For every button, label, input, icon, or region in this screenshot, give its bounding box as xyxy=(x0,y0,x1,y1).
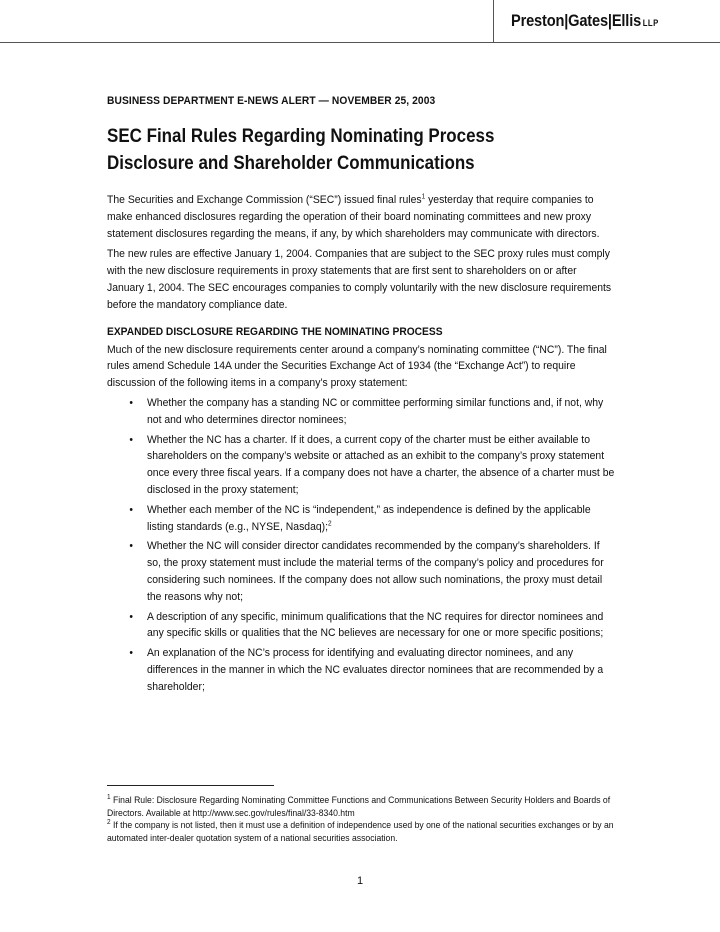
intro-text-end: yesterday that require companies to make enhanced disclosures regarding the operation of their board nominating committees and new proxy statement disclosures regarding the means, if any, by which shareholders may communicate with directors. xyxy=(107,194,600,240)
footnote-marker: 2 xyxy=(107,819,111,827)
list-item-text: A description of any specific, minimum qualifications that the NC requires for director nominees and any specific skills or qualities that the NC believes are necessary for one or more specific positions; xyxy=(146,610,604,640)
list-item xyxy=(107,502,616,536)
alert-kicker: BUSINESS DEPARTMENT E-NEWS ALERT — NOVEMBER 25, 2003 xyxy=(107,95,436,107)
footnote-1 xyxy=(107,794,622,819)
section-intro-paragraph: Much of the new disclosure requirements center around a company’s nominating committee (“NC”). The final rules amend Schedule 14A under the Securities Exchange Act of 1934 (the “Exchange Act”) to require discussion of the following items in a company’s proxy statement: xyxy=(107,343,607,390)
header-rule xyxy=(0,42,720,43)
list-item-text: Whether the NC has a charter. If it does, a current copy of the charter must be either available to shareholders on the company’s website or attached as an exhibit to the company’s proxy statement once every three fiscal years. If a company does not have a charter, the absence of a charter must be disclosed in the proxy statement; xyxy=(146,433,615,496)
footnote-text: If the company is not listed, then it must use a definition of independence used by one of the national securities exchanges or by an automated inter-dealer quotation system of a national securities association. xyxy=(107,819,614,843)
list-item-text: Whether the company has a standing NC or committee performing similar functions and, if not, why not and who determines director nominees; xyxy=(146,396,604,426)
list-item-text: Whether the NC will consider director candidates recommended by the company’s shareholders. If so, the proxy statement must include the material terms of the company’s policy and procedures for considering such nominees. If the company does not allow such nominations, the proxy must detail the reasons why not; xyxy=(146,540,604,603)
list-item xyxy=(107,395,616,429)
footnote-text: Final Rule: Disclosure Regarding Nominating Committee Functions and Communications Between Security Holders and Boards of Directors. Available at http://www.sec.gov/rules/final/33-8340.htm xyxy=(107,794,611,818)
list-item-text: Whether each member of the NC is “independent,” as independence is defined by the applicable listing standards (e.g., NYSE, Nasdaq); xyxy=(146,503,591,533)
footnote-marker: 1 xyxy=(107,793,111,801)
footnote-separator xyxy=(107,785,274,786)
firm-name: Preston|Gates|Ellis xyxy=(511,11,642,30)
list-item xyxy=(107,609,616,643)
list-item xyxy=(107,645,616,695)
bullet-icon: • xyxy=(129,433,133,446)
intro-text-start: The Securities and Exchange Commission (“SEC”) issued final rules xyxy=(107,194,422,206)
list-item xyxy=(107,538,616,605)
bullet-icon: • xyxy=(129,396,133,409)
document-title xyxy=(107,123,616,177)
bullet-icon: • xyxy=(129,503,133,516)
firm-suffix: LLP xyxy=(642,18,659,28)
intro-paragraph xyxy=(107,192,616,242)
footnotes xyxy=(107,794,622,844)
bullet-icon: • xyxy=(129,647,133,660)
footnote-2 xyxy=(107,819,622,844)
bullet-icon: • xyxy=(129,610,133,623)
document-body xyxy=(107,93,616,696)
list-item xyxy=(107,432,616,499)
page-number: 1 xyxy=(356,875,364,887)
list-item-text: An explanation of the NC’s process for identifying and evaluating director nominees, and any differences in the manner in which the NC evaluates director nominees that are recommended by a shareholder; xyxy=(146,647,604,693)
title-line-2: Disclosure and Shareholder Communications xyxy=(107,153,475,174)
requirements-list xyxy=(107,395,616,696)
bullet-icon: • xyxy=(129,540,133,553)
header-divider xyxy=(493,0,494,42)
title-line-1: SEC Final Rules Regarding Nominating Process xyxy=(107,126,495,147)
section-heading: EXPANDED DISCLOSURE REGARDING THE NOMINATING PROCESS xyxy=(107,325,443,338)
footnote-ref-2[interactable]: 2 xyxy=(328,519,332,527)
effective-date-paragraph: The new rules are effective January 1, 2004. Companies that are subject to the SEC proxy rules must comply with the new disclosure requirements in proxy statements that are first sent to shareholders on or after January 1, 2004. The SEC encourages companies to comply voluntarily with the new disclosure requirements before the mandatory compliance date. xyxy=(107,248,612,311)
firm-logo xyxy=(511,11,659,31)
footnote-ref-1[interactable]: 1 xyxy=(421,193,426,201)
